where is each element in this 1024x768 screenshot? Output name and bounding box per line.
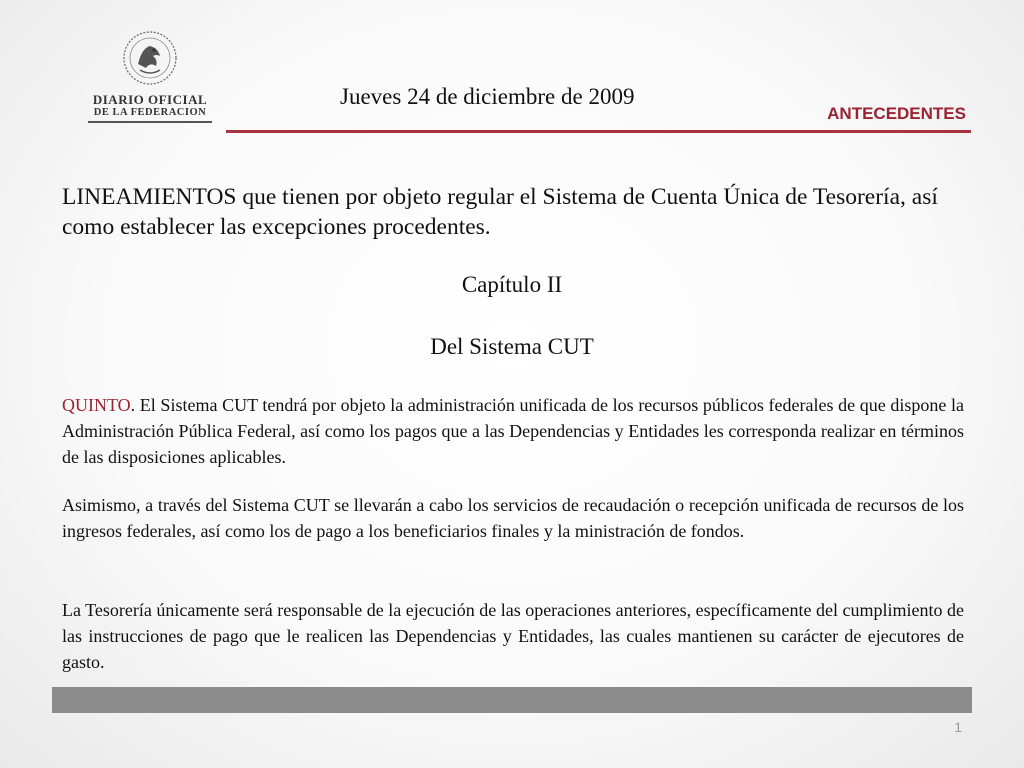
chapter-number: Capítulo II [461, 272, 563, 297]
paragraph-lead: QUINTO [62, 395, 131, 415]
logo-underline [88, 121, 212, 123]
logo-title: DIARIO OFICIAL [92, 92, 208, 107]
diario-oficial-logo [86, 30, 214, 125]
logo-subtitle: DE LA FEDERACION [93, 107, 207, 118]
section-label: ANTECEDENTES [827, 104, 966, 123]
document-title: LINEAMIENTOS que tienen por objeto regular el Sistema de Cuenta Única de Tesorería, así como establecer las excepciones procedentes. [62, 184, 938, 240]
footer-bar [52, 687, 972, 713]
header-divider [226, 130, 971, 133]
paragraph-text: . El Sistema CUT tendrá por objeto la administración unificada de los recursos públicos federales de que dispone la Administración Pública Federal, así como los pagos que a las Dependencias y Entidades les corresponda realizar en términos de las disposiciones aplicables. [62, 395, 964, 467]
paragraph-asimismo: Asimismo, a través del Sistema CUT se llevarán a cabo los servicios de recaudación o recepción unificada de recursos de los ingresos federales, así como los de pago a los beneficiarios finales y la ministración de fondos. [62, 495, 964, 541]
mexican-eagle-seal-icon [120, 30, 180, 86]
page-number: 1 [954, 719, 962, 735]
paragraph-tesoreria: La Tesorería únicamente será responsable de la ejecución de las operaciones anteriores, específicamente del cumplimiento de las instrucciones de pago que le realicen las Dependencias y Entidades, las cuales mantienen su carácter de ejecutores de gasto. [62, 600, 965, 672]
publication-date: Jueves 24 de diciembre de 2009 [340, 84, 635, 109]
paragraph-quinto [62, 392, 964, 470]
chapter-title: Del Sistema CUT [430, 334, 594, 359]
